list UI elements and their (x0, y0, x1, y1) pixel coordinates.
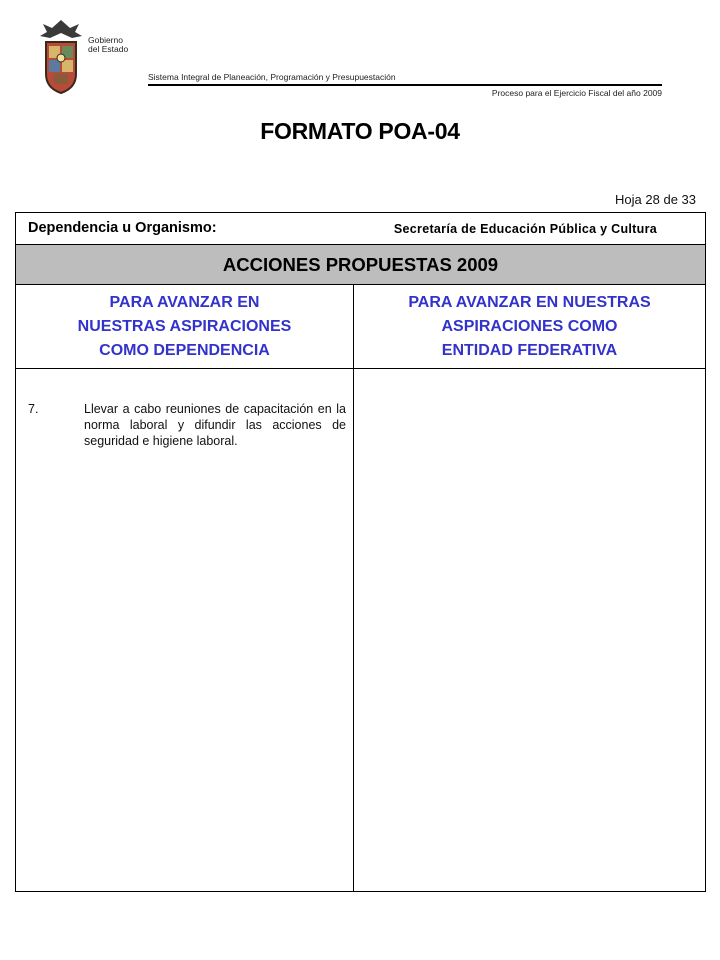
column-header-entidad (354, 291, 705, 363)
gobierno-text: Gobierno (88, 35, 123, 45)
acciones-table (15, 212, 706, 892)
header-line: PARA AVANZAR EN (109, 294, 260, 311)
dependencia-row (16, 213, 705, 245)
list-item (28, 401, 346, 449)
acciones-band (16, 245, 705, 285)
header-line: PARA AVANZAR EN NUESTRAS (408, 294, 651, 311)
acciones-title: ACCIONES PROPUESTAS 2009 (222, 254, 499, 275)
column-header-dependencia (16, 291, 353, 363)
item-number: 7. (28, 402, 39, 416)
dependencia-value: Secretaría de Educación Pública y Cultura (393, 222, 657, 236)
proceso-label: Proceso para el Ejercicio Fiscal del año 2009 (491, 88, 662, 98)
dependencia-label: Dependencia u Organismo: (28, 220, 217, 236)
header-line: COMO DEPENDENCIA (99, 342, 270, 359)
state-seal-logo (38, 18, 84, 96)
item-text: Llevar a cabo reuniones de capacitación en la norma laboral y difundir las acciones de seguridad e higiene laboral. (84, 402, 346, 448)
page-title: FORMATO POA-04 (260, 118, 460, 144)
column-divider (353, 285, 354, 891)
gobierno-label (88, 36, 128, 54)
header-rule (148, 84, 662, 86)
sistema-label: Sistema Integral de Planeación, Programación y Presupuestación (148, 72, 396, 82)
page-counter: Hoja 28 de 33 (615, 192, 696, 207)
column-headers-row (16, 285, 705, 369)
header-line: ENTIDAD FEDERATIVA (441, 342, 618, 359)
header-line: ASPIRACIONES COMO (441, 318, 618, 335)
del-estado-text: del Estado (88, 44, 129, 54)
header-line: NUESTRAS ASPIRACIONES (77, 318, 292, 335)
